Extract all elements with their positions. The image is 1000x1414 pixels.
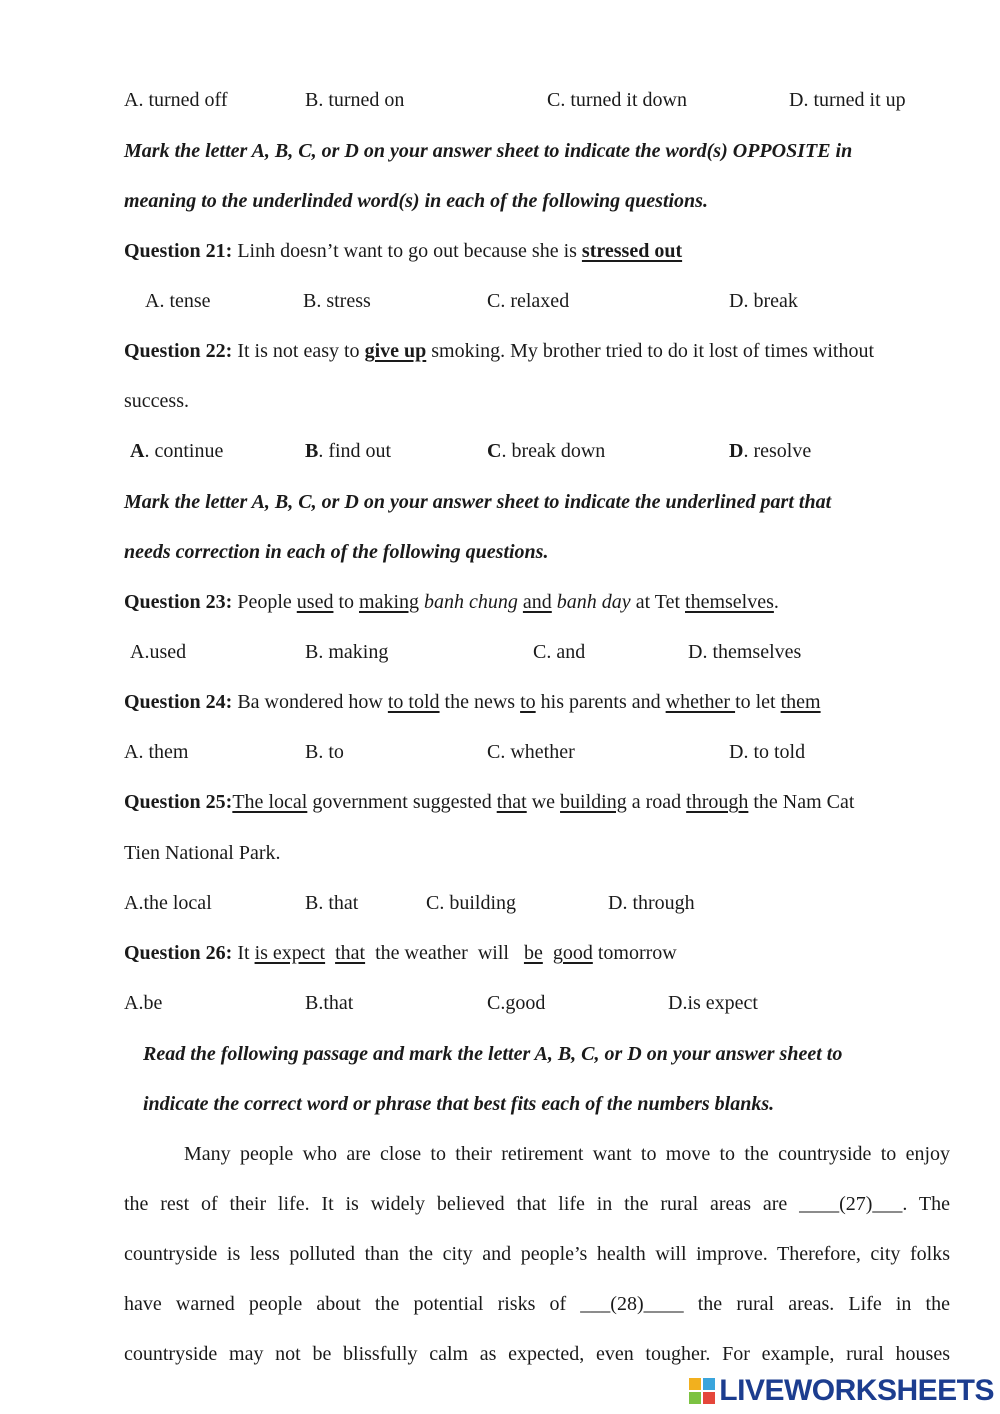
question-25-label: Question 25: — [124, 791, 233, 813]
question-21-text: Linh doesn’t want to go out because she is — [232, 240, 582, 262]
q22-option-a — [130, 438, 223, 464]
q23-option-c: C. and — [533, 641, 586, 663]
q25-option-c: C. building — [426, 892, 517, 914]
q23-text: to — [333, 591, 360, 613]
q23-underline-a: used — [296, 591, 334, 613]
q22-option-c — [487, 438, 605, 464]
liveworksheets-logo — [689, 1374, 994, 1408]
q22-option-b — [305, 438, 391, 464]
q24-underline-c: whether — [665, 691, 736, 713]
q22-option-b-letter: B — [305, 440, 319, 462]
q24-text: the news — [439, 691, 521, 713]
passage-line-1: Many people who are close to their retirement want to move to the countryside to enjoy — [184, 1143, 950, 1165]
q20-option-d: D. turned it up — [789, 89, 906, 111]
instruction-correction-line1: Mark the letter A, B, C, or D on your answer sheet to indicate the underlined part that — [124, 491, 832, 513]
liveworksheets-logo-icon — [689, 1378, 715, 1404]
q26-text — [325, 942, 335, 964]
q23-underline-c: and — [522, 591, 552, 613]
question-21-underlined: stressed out — [581, 240, 683, 262]
q21-option-b: B. stress — [303, 290, 371, 312]
instruction-passage-line1: Read the following passage and mark the letter A, B, C, or D on your answer sheet to — [143, 1043, 843, 1065]
q23-italic-1: banh chung — [424, 591, 518, 613]
q20-option-c: C. turned it down — [547, 89, 687, 111]
question-22-text-before: It is not easy to — [232, 340, 365, 362]
passage-line-5: countryside may not be blissfully calm as expected, even tougher. For example, rural houses — [124, 1343, 950, 1365]
q22-option-d-text: . resolve — [743, 440, 812, 462]
q23-text: at Tet — [630, 591, 686, 613]
q25-underline-a: The local — [232, 791, 308, 813]
q26-text: It — [232, 942, 255, 964]
q25-option-d: D. through — [608, 892, 695, 914]
q21-option-a: A. tense — [145, 290, 211, 312]
question-25 — [124, 789, 854, 815]
q25-text: government suggested — [307, 791, 497, 813]
question-21-label: Question 21: — [124, 240, 233, 262]
q25-underline-c: building — [560, 791, 627, 813]
q26-underline-c: good — [552, 942, 593, 964]
q26-text — [543, 942, 553, 964]
q26-underline-d: is expect — [254, 942, 326, 964]
q20-option-b: B. turned on — [305, 89, 405, 111]
question-22-text-after: smoking. My brother tried to do it lost of times without — [426, 340, 875, 362]
question-23-label: Question 23: — [124, 591, 233, 613]
q24-option-d: D. to told — [729, 741, 806, 763]
question-25-line2: Tien National Park. — [124, 842, 281, 864]
q21-option-c: C. relaxed — [487, 290, 570, 312]
q26-option-c: C.good — [487, 992, 546, 1014]
q24-option-a: A. them — [124, 741, 189, 763]
q23-text: . — [773, 591, 779, 613]
q22-option-c-text: . break down — [501, 440, 606, 462]
passage-line-2: the rest of their life. It is widely believed that life in the rural areas are ____(27)___. The — [124, 1193, 950, 1215]
q24-underline-b: to — [520, 691, 536, 713]
q25-option-b: B. that — [305, 892, 359, 914]
q26-underline-a: be — [523, 942, 543, 964]
q22-option-d — [729, 438, 811, 464]
question-21 — [124, 238, 682, 264]
q24-option-c: C. whether — [487, 741, 575, 763]
q24-underline-d: to told — [387, 691, 440, 713]
q23-option-b: B. making — [305, 641, 389, 663]
question-22-label: Question 22: — [124, 340, 233, 362]
q24-text: Ba wondered how — [232, 691, 388, 713]
q23-option-a: A.used — [130, 641, 187, 663]
q22-option-a-text: . continue — [144, 440, 224, 462]
question-23 — [124, 589, 779, 615]
question-24-label: Question 24: — [124, 691, 233, 713]
instruction-opposite-line2: meaning to the underlinded word(s) in each of the following questions. — [124, 190, 708, 212]
q22-option-b-text: . find out — [318, 440, 392, 462]
question-26-label: Question 26: — [124, 942, 233, 964]
question-22-underlined: give up — [364, 340, 427, 362]
q26-underline-b: that — [335, 942, 366, 964]
instruction-passage-line2: indicate the correct word or phrase that best fits each of the numbers blanks. — [143, 1093, 775, 1115]
q26-option-b: B.that — [305, 992, 354, 1014]
q22-option-c-letter: C — [487, 440, 502, 462]
instruction-opposite-line1: Mark the letter A, B, C, or D on your answer sheet to indicate the word(s) OPPOSITE in — [124, 140, 853, 162]
q24-text: to let — [735, 691, 781, 713]
question-22 — [124, 338, 874, 364]
q23-italic-2: banh day — [556, 591, 631, 613]
question-24 — [124, 689, 821, 715]
passage-line-3: countryside is less polluted than the city and people’s health will improve. Therefore, city folks — [124, 1243, 950, 1265]
instruction-correction-line2: needs correction in each of the following questions. — [124, 541, 549, 563]
q25-text: a road — [626, 791, 687, 813]
q22-option-a-letter: A — [130, 440, 145, 462]
q26-text: tomorrow — [592, 942, 677, 964]
liveworksheets-logo-text: LIVEWORKSHEETS — [719, 1374, 994, 1407]
q23-underline-d: themselves — [685, 591, 774, 613]
q25-underline-b: that — [496, 791, 527, 813]
q24-option-b: B. to — [305, 741, 344, 763]
q24-text: his parents and — [535, 691, 666, 713]
passage-line-4: have warned people about the potential risks of ___(28)____ the rural areas. Life in the — [124, 1293, 950, 1315]
q25-underline-d: through — [686, 791, 749, 813]
q23-underline-b: making — [359, 591, 420, 613]
q23-option-d: D. themselves — [688, 641, 802, 663]
q26-text: the weather will — [365, 942, 524, 964]
q25-text: we — [526, 791, 561, 813]
q26-option-d: D.is expect — [668, 992, 758, 1014]
q23-text: People — [232, 591, 297, 613]
q26-option-a: A.be — [124, 992, 163, 1014]
q24-underline-a: them — [780, 691, 821, 713]
q21-option-d: D. break — [729, 290, 798, 312]
q22-option-d-letter: D — [729, 440, 744, 462]
q20-option-a: A. turned off — [124, 89, 228, 111]
q25-option-a: A.the local — [124, 892, 212, 914]
question-22-line2: success. — [124, 390, 189, 412]
q25-text: the Nam Cat — [748, 791, 855, 813]
question-26 — [124, 940, 677, 966]
